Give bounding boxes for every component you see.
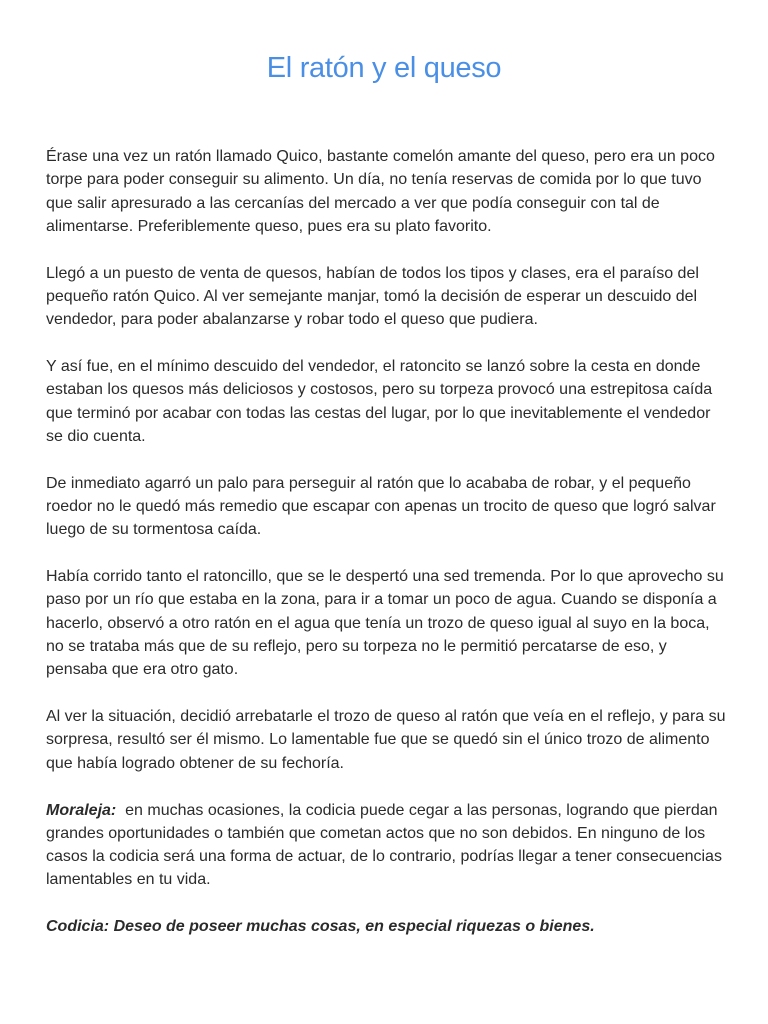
paragraph-6: Al ver la situación, decidió arrebatarle el trozo de queso al ratón que veía en el reflejo, y para su sorpresa, resultó ser él mismo. Lo lamentable fue que se quedó sin el único trozo de alimento que había logrado obtener de su fechoría. — [46, 708, 726, 772]
paragraph-1: Érase una vez un ratón llamado Quico, bastante comelón amante del queso, pero era un poco torpe para poder conseguir su alimento. Un día, no tenía reservas de comida por lo que tuvo que salir apresurado a las cercanías del mercado a ver que podía conseguir con tal de alimentarse. Preferiblemente queso, pues era su plato favorito. — [46, 148, 715, 235]
moral-label: Moraleja: — [46, 801, 117, 819]
page-title: El ratón y el queso — [266, 52, 502, 84]
paragraph-4: De inmediato agarró un palo para perseguir al ratón que lo acababa de robar, y el pequeño roedor no le quedó más remedio que escapar con apenas un trocito de queso que logró salvar luego de su tormentosa caída. — [46, 474, 716, 539]
paragraph-5: Había corrido tanto el ratoncillo, que se le despertó una sed tremenda. Por lo que aprovecho su paso por un río que estaba en la zona, para ir a tomar un poco de agua. Cuando se disponía a hacerlo, observó a otro ratón en el agua que tenía un trozo de queso igual al suyo en la boca, no se trataba más que de su reflejo, pero su torpeza no le permitió percatarse de eso, y pensaba que era otro gato. — [46, 568, 724, 679]
paragraph-2: Llegó a un puesto de venta de quesos, habían de todos los tipos y clases, era el paraíso del pequeño ratón Quico. Al ver semejante manjar, tomó la decisión de esperar un descuido del vendedor, para poder abalanzarse y robar todo el queso que pudiera. — [46, 264, 699, 329]
moral-text: en muchas ocasiones, la codicia puede cegar a las personas, logrando que pierdan grandes oportunidades o también que cometan actos que no son debidos. En ninguno de los casos la codicia será una forma de actuar, de lo contrario, podrías llegar a tener consecuencias lamentables en tu vida. — [46, 801, 722, 889]
definition-text: Codicia: Deseo de poseer muchas cosas, en especial riquezas o bienes. — [46, 918, 595, 936]
document-body — [46, 145, 726, 962]
moral-paragraph — [46, 799, 726, 892]
paragraph-3: Y así fue, en el mínimo descuido del vendedor, el ratoncito se lanzó sobre la cesta en donde estaban los quesos más deliciosos y costosos, pero su torpeza provocó una estrepitosa caída que terminó por acabar con todas las cestas del lugar, por lo que inevitablemente el vendedor se dio cuenta. — [46, 358, 713, 445]
